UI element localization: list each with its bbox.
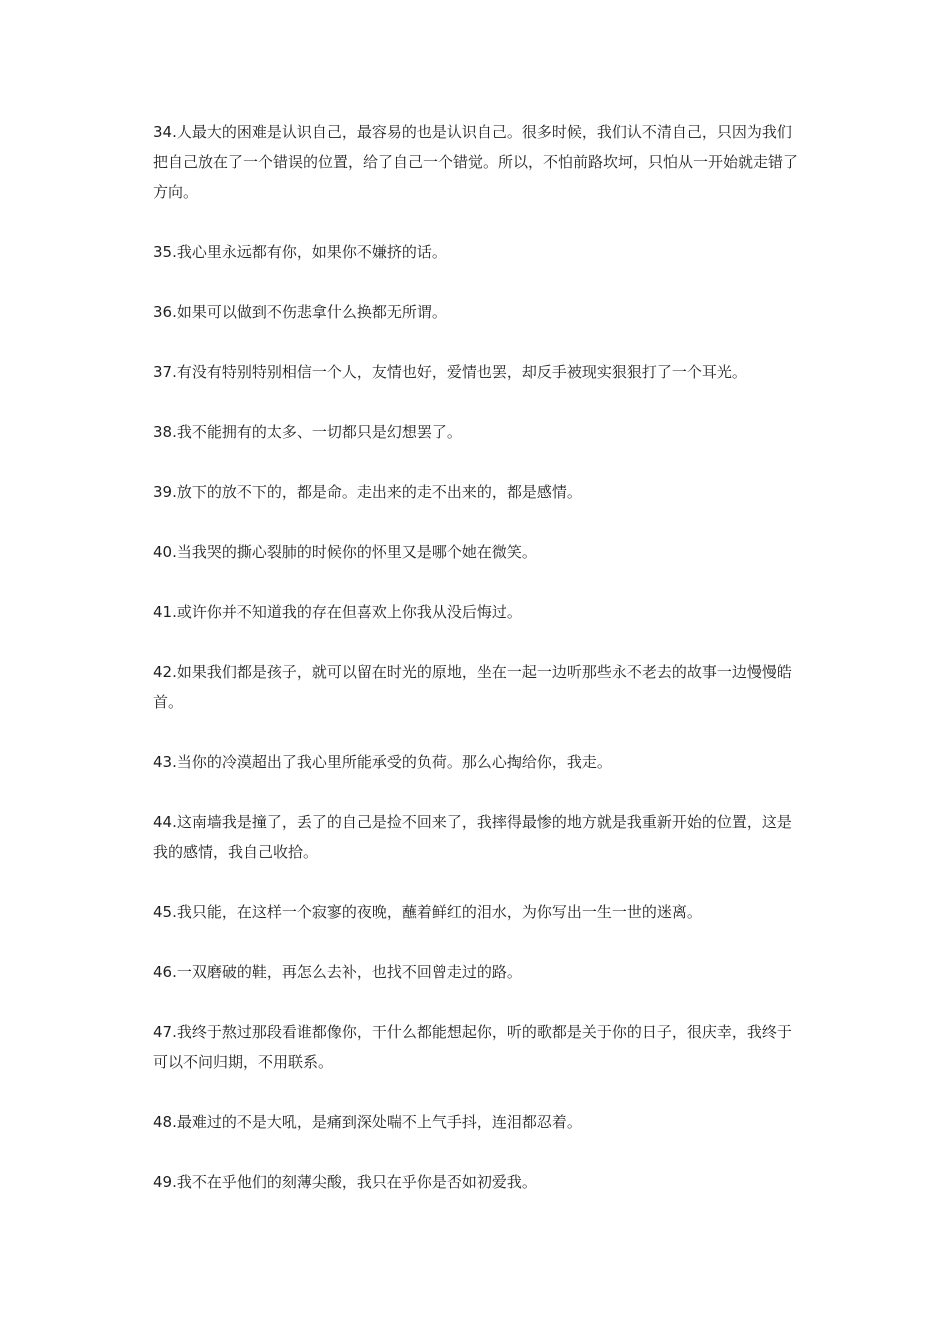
document-body: [153, 117, 801, 1227]
paragraph-36: 36.如果可以做到不伤悲拿什么换都无所谓。: [153, 303, 447, 321]
paragraph-44: 44.这南墙我是撞了，丢了的自己是捡不回来了，我摔得最惨的地方就是我重新开始的位置，这是我的感情，我自己收拾。: [153, 813, 792, 861]
paragraph-47: 47.我终于熬过那段看谁都像你，干什么都能想起你，听的歌都是关于你的日子，很庆幸，我终于可以不问归期，不用联系。: [153, 1023, 792, 1071]
paragraph-40: 40.当我哭的撕心裂肺的时候你的怀里又是哪个她在微笑。: [153, 543, 537, 561]
paragraph-45: 45.我只能，在这样一个寂寥的夜晚，蘸着鲜红的泪水，为你写出一生一世的迷离。: [153, 903, 702, 921]
paragraph-38: 38.我不能拥有的太多、一切都只是幻想罢了。: [153, 423, 462, 441]
paragraph-42: 42.如果我们都是孩子，就可以留在时光的原地，坐在一起一边听那些永不老去的故事一边慢慢皓首。: [153, 663, 792, 711]
paragraph-37: 37.有没有特别特别相信一个人，友情也好，爱情也罢，却反手被现实狠狠打了一个耳光。: [153, 363, 747, 381]
paragraph-48: 48.最难过的不是大吼，是痛到深处喘不上气手抖，连泪都忍着。: [153, 1113, 582, 1131]
paragraph-46: 46.一双磨破的鞋，再怎么去补，也找不回曾走过的路。: [153, 963, 522, 981]
paragraph-43: 43.当你的冷漠超出了我心里所能承受的负荷。那么心掏给你，我走。: [153, 753, 612, 771]
paragraph-34: 34.人最大的困难是认识自己，最容易的也是认识自己。很多时候，我们认不清自己，只因为我们把自己放在了一个错误的位置，给了自己一个错觉。所以，不怕前路坎坷，只怕从一开始就走错了方向。: [153, 123, 799, 201]
paragraph-49: 49.我不在乎他们的刻薄尖酸，我只在乎你是否如初爱我。: [153, 1173, 537, 1191]
paragraph-39: 39.放下的放不下的，都是命。走出来的走不出来的，都是感情。: [153, 483, 582, 501]
paragraph-41: 41.或许你并不知道我的存在但喜欢上你我从没后悔过。: [153, 603, 522, 621]
paragraph-35: 35.我心里永远都有你，如果你不嫌挤的话。: [153, 243, 447, 261]
